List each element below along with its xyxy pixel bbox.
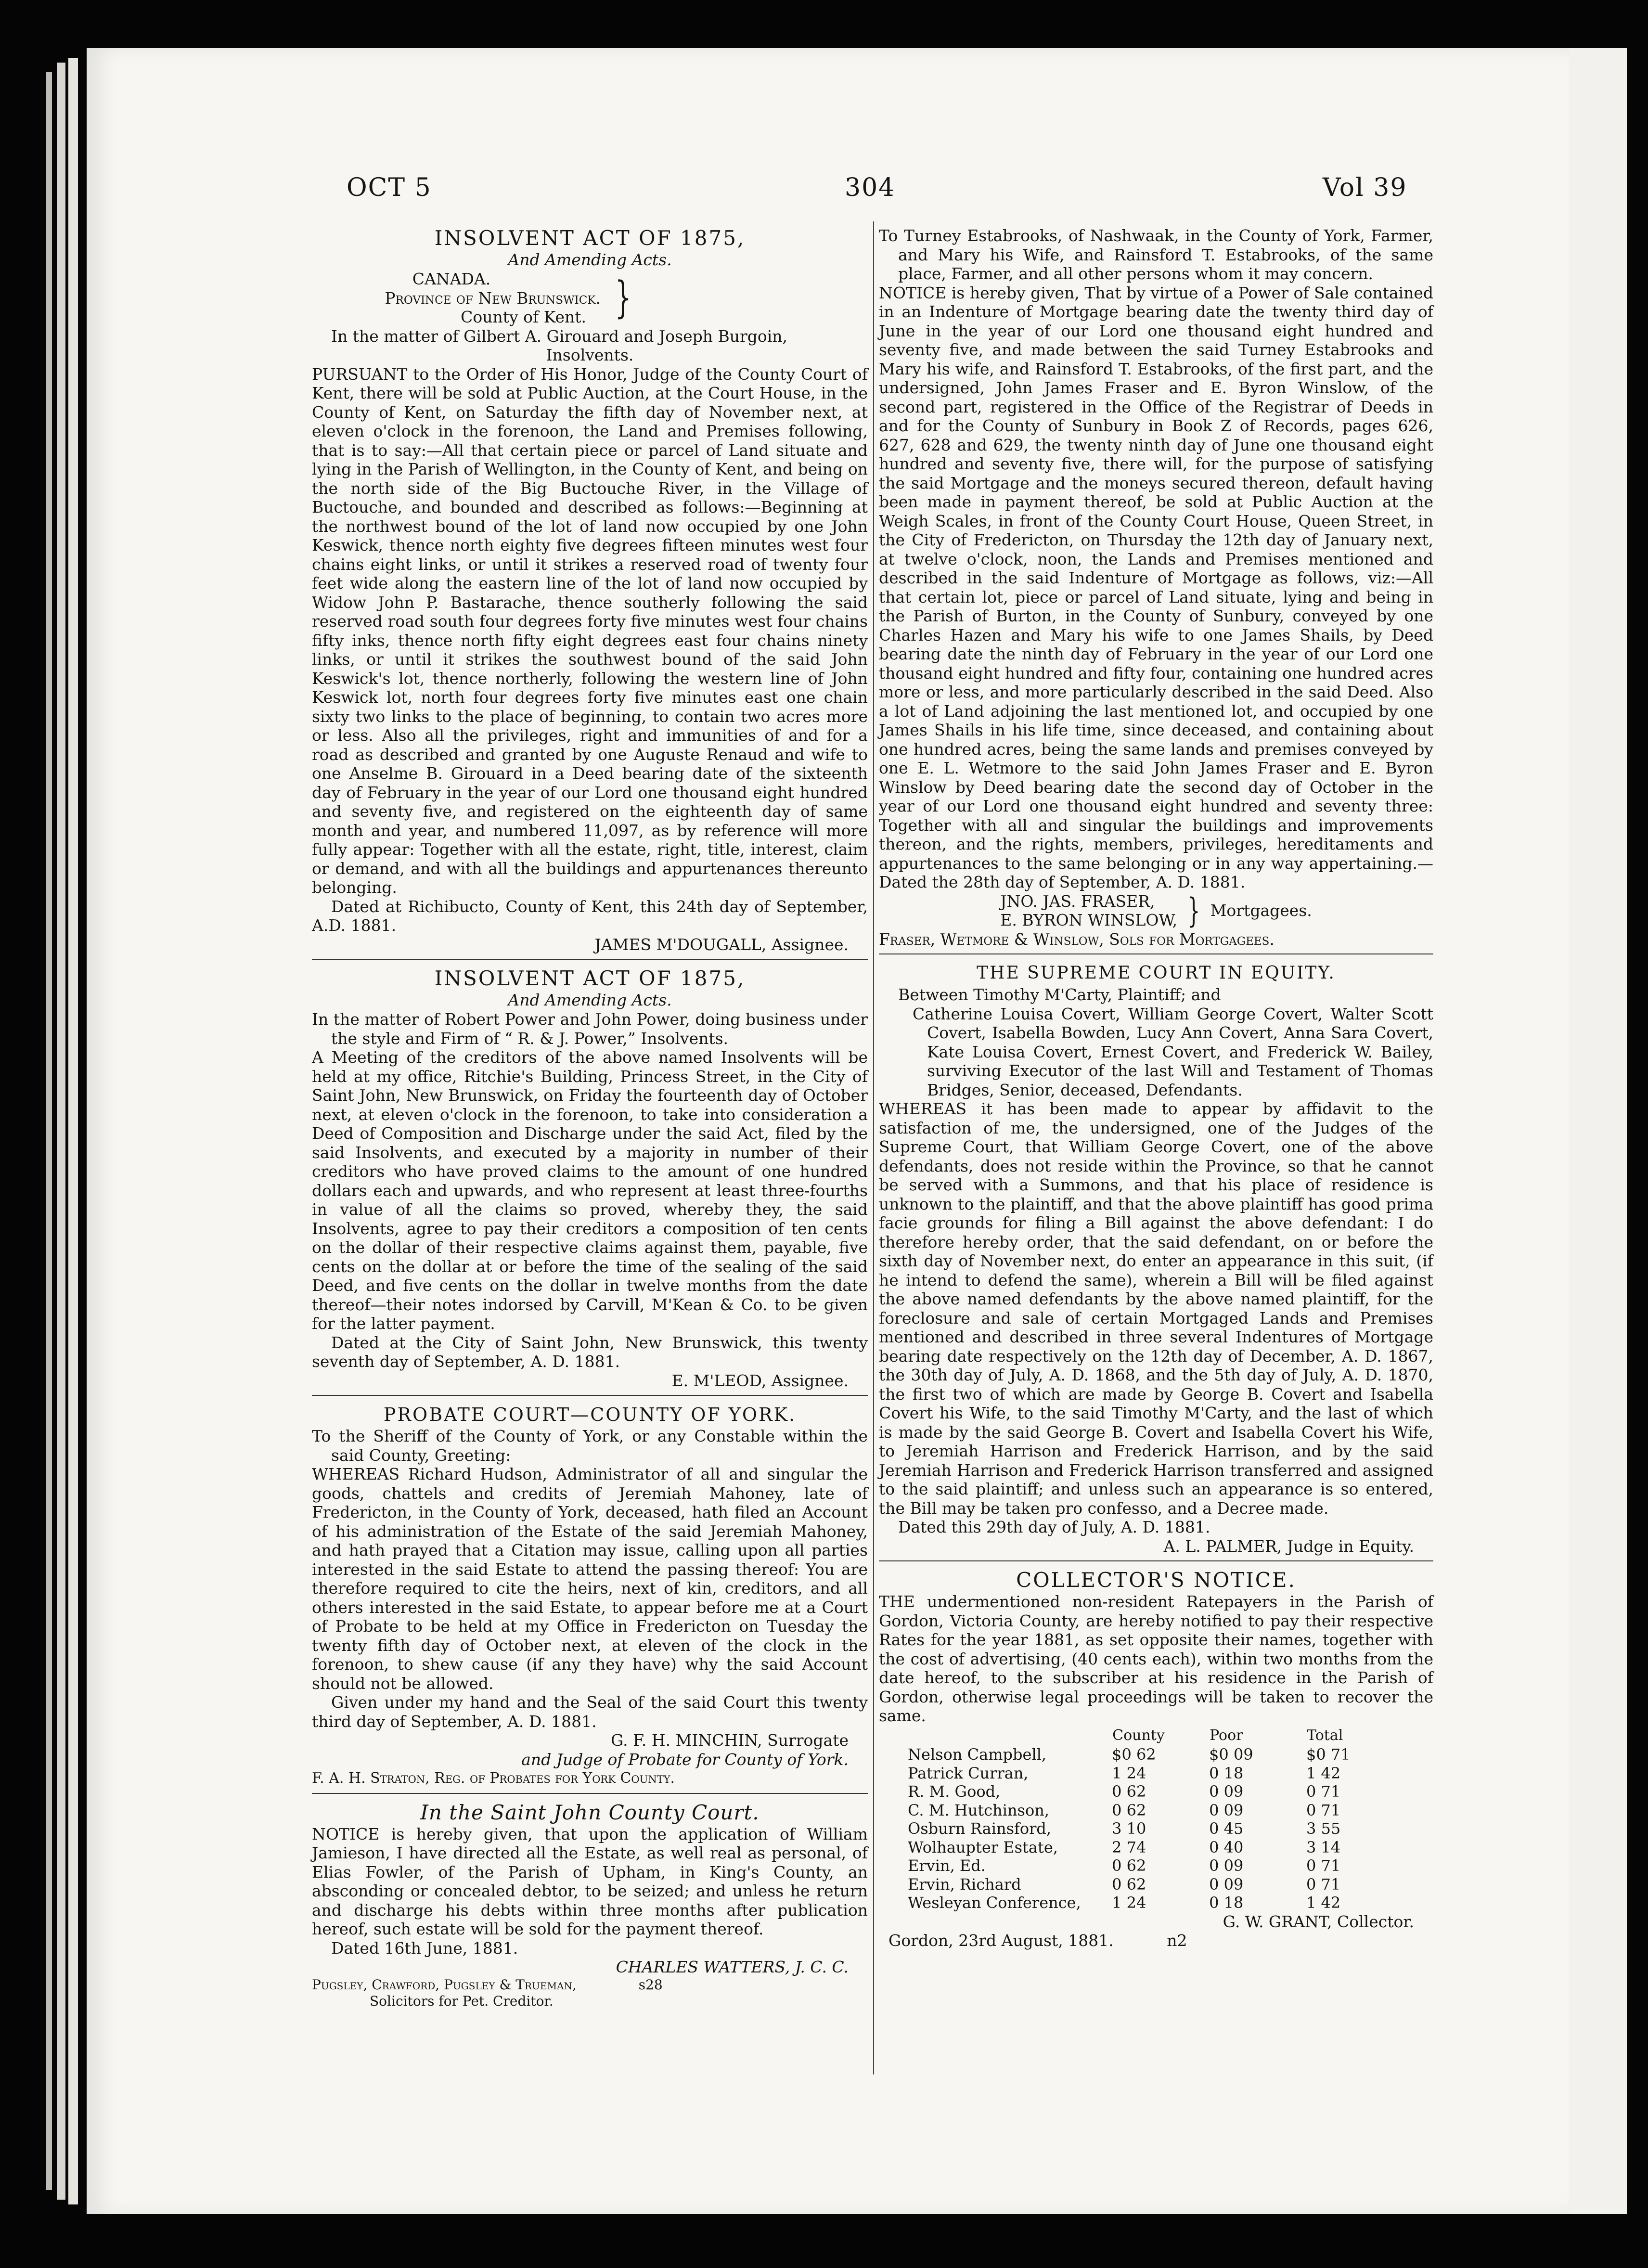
notice-signature-title: and Judge of Probate for County of York. — [521, 1750, 849, 1769]
notice-subtitle: And Amending Acts. — [508, 991, 672, 1009]
notice-body: A Meeting of the creditors of the above named Insolvents will be held at my office, Ritchie's Building, Princess Street, in the City of Saint John, New Brunswick, on Friday the fourteenth day of October next, at eleven o'clock in the forenoon, to take into consideration a Deed of Composition and Discharge under the said Act, filed by the said Insolvents, and executed by a majority in number of their creditors who have proved claims to the amount of one hundred dollars each and upwards, and who represent at least three-fourths in value of all the claims so proved, whereby they, the said Insolvents, agree to pay their creditors a composition of ten cents on the dollar of their respective claims against them, payable, five cents on the dollar at or before the time of the sealing of the said Deed, and five cents on the dollar in twelve months from the date thereof—their notes indorsed by Carvill, M'Kean & Co. to be given for the latter payment. — [312, 1048, 868, 1333]
poor-rate: $0 09 — [1209, 1745, 1253, 1764]
ratepayer-name: Osburn Rainsford, — [908, 1819, 1052, 1838]
brace-glyph: } — [1187, 891, 1200, 930]
rates-table — [908, 1726, 1403, 1912]
table-row — [908, 1819, 1403, 1838]
notice-dated: Gordon, 23rd August, 1881. n2 — [888, 1931, 1187, 1950]
table-row — [908, 1745, 1403, 1764]
table-row — [908, 1894, 1403, 1912]
county-rate: 3 10 — [1112, 1819, 1146, 1838]
left-column — [312, 226, 868, 2010]
divider-rule — [879, 1560, 1433, 1561]
notice-signature: A. L. PALMER, Judge in Equity. — [1163, 1536, 1414, 1556]
divider-rule — [312, 1793, 868, 1794]
header-date: OCT 5 — [347, 173, 432, 202]
ratepayer-name: Patrick Curran, — [908, 1764, 1029, 1782]
poor-rate: 0 40 — [1209, 1838, 1244, 1856]
column-header: Poor — [1210, 1727, 1243, 1744]
notice-body: THE undermentioned non-resident Ratepayers in the Parish of Gordon, Victoria County, are hereby notified to pay their respective Rates for the year 1881, as set opposite their names, together with the cost of advertising, (40 cents each), within two months from the date hereof, to the subscriber at his residence in the Parish of Gordon, otherwise legal proceedings will be taken to recover the same. — [879, 1592, 1433, 1725]
notice-signature: G. F. H. MINCHIN, Surrogate — [610, 1731, 849, 1750]
notice-supreme-court-equity — [879, 961, 1433, 1556]
poor-rate: 0 18 — [1209, 1894, 1244, 1912]
notice-given: Given under my hand and the Seal of the said Court this twenty third day of September, A. D. 1881. — [312, 1693, 868, 1731]
notice-registrar: F. A. H. Straton, Reg. of Probates for York County. — [312, 1770, 675, 1787]
notice-mortgage-sale — [879, 226, 1433, 949]
notice-dated: Dated this 29th day of July, A. D. 1881. — [898, 1518, 1210, 1536]
notice-solicitors-2: Solicitors for Pet. Creditor. — [370, 1993, 554, 2009]
notice-saint-john-county-court — [312, 1801, 868, 2010]
notice-between: Between Timothy M'Carty, Plaintiff; and — [898, 985, 1221, 1004]
poor-rate: 0 09 — [1209, 1801, 1244, 1819]
ratepayer-name: Nelson Campbell, — [908, 1745, 1047, 1764]
total-rate: 3 55 — [1306, 1819, 1341, 1838]
notice-defendants: Catherine Louisa Covert, William George Covert, Walter Scott Covert, Isabella Bowden, Lucy Ann Covert, Anna Sara Covert, Kate Louisa Covert, Ernest Covert, and Frederick W. Bailey, surviving Executor of the last Will and Testament of Thomas Bridges, Senior, deceased, Defendants. — [913, 1004, 1433, 1099]
ratepayer-name: Ervin, Richard — [908, 1875, 1021, 1894]
notice-title: INSOLVENT ACT OF 1875, — [434, 226, 746, 250]
county-rate: 0 62 — [1112, 1801, 1146, 1819]
notice-address: To the Sheriff of the County of York, or any Constable within the said County, Greeting: — [312, 1427, 868, 1465]
notice-title: INSOLVENT ACT OF 1875, — [434, 966, 746, 990]
notice-title: In the Saint John County Court. — [420, 1800, 760, 1824]
ratepayer-name: Wolhaupter Estate, — [908, 1838, 1058, 1856]
notice-signature: E. M'LEOD, Assignee. — [671, 1371, 849, 1390]
matter-line-2: Insolvents. — [546, 346, 634, 364]
mortgagee-name-2: E. BYRON WINSLOW, — [1000, 911, 1178, 929]
poor-rate: 0 18 — [1209, 1764, 1244, 1782]
notice-solicitors: Pugsley, Crawford, Pugsley & Trueman, s28 — [312, 1976, 663, 1993]
mortgagee-name-1: JNO. JAS. FRASER, — [1000, 891, 1155, 911]
county-rate: 1 24 — [1112, 1894, 1146, 1912]
total-rate: 3 14 — [1306, 1838, 1341, 1856]
notice-code: s28 — [638, 1976, 663, 1993]
column-header: Total — [1307, 1727, 1343, 1744]
page-leaf-edge — [57, 63, 65, 2200]
poor-rate: 0 09 — [1209, 1782, 1244, 1801]
divider-rule — [312, 1395, 868, 1396]
notice-body: NOTICE is hereby given, That by virtue of a Power of Sale contained in an Indenture of Mortgage bearing date the twenty third day of June in the year of our Lord one thousand eight hundred and seventy five, and made between the said Turney Estabrooks and Mary his wife, and Rainsford T. Estabrooks, of the first part, and the undersigned, John James Fraser and E. Byron Winslow, of the second part, registered in the Office of the Registrar of Deeds in and for the County of Sunbury in Book Z of Records, pages 626, 627, 628 and 629, the twenty ninth day of June one thousand eight hundred and seventy five, there will, for the purpose of satisfying the said Mortgage and the moneys secured thereon, default having been made in payment thereof, be sold at Public Auction at the Weigh Scales, in front of the County Court House, Queen Street, in the City of Fredericton, on Thursday the 12th day of January next, at twelve o'clock, noon, the Lands and Premises mentioned and described in the said Indenture of Mortgage as follows, viz:—All that certain lot, piece or parcel of Land situate, lying and being in the Parish of Burton, in the County of Sunbury, conveyed by one Charles Hazen and Mary his wife to one James Shails, by Deed bearing date the ninth day of February in the year of our Lord one thousand eight hundred and fifty four, containing one hundred acres more or less, and more particularly described in the said Deed. Also a lot of Land adjoining the last mentioned lot, and occupied by one James Shails in his life time, since deceased, and containing about one hundred acres, being the same lands and premises conveyed by one E. L. Wetmore to the said John James Fraser and E. Byron Winslow by Deed bearing date the second day of October in the year of our Lord one thousand eight hundred and seventy three: Together with all and singular the buildings and improvements thereon, and the rights, members, privileges, hereditaments and appurtenances to the same belonging or in any way appertaining.—Dated the 28th day of September, A. D. 1881. — [879, 283, 1433, 891]
notice-body: NOTICE is hereby given, that upon the application of William Jamieson, I have directed all the Estate, as well real as personal, of Elias Fowler, of the Parish of Upham, in King's County, an absconding or concealed debtor, to be seized; and unless he return and discharge his debts within three months after publication hereof, such estate will be sold for the payment thereof. — [312, 1824, 868, 1938]
poor-rate: 0 09 — [1209, 1875, 1244, 1894]
header-page-number: 304 — [845, 173, 896, 202]
county-rate: 2 74 — [1112, 1838, 1146, 1856]
notice-dated: Dated at Richibucto, County of Kent, this 24th day of September, A.D. 1881. — [312, 897, 868, 935]
jurisdiction-block — [331, 270, 868, 327]
table-row — [908, 1801, 1403, 1820]
ratepayer-name: Ervin, Ed. — [908, 1856, 986, 1875]
notice-signature: CHARLES WATTERS, J. C. C. — [616, 1958, 849, 1976]
notice-subtitle: And Amending Acts. — [508, 250, 672, 269]
notice-dated: Dated at the City of Saint John, New Brunswick, this twenty seventh day of September, A. D. 1881. — [312, 1333, 868, 1371]
header-volume: Vol 39 — [1323, 173, 1407, 202]
notice-insolvent-power — [312, 966, 868, 1390]
matter-line: In the matter of Robert Power and John Power, doing business under the style and Firm of “ R. & J. Power,” Insolvents. — [312, 1010, 868, 1048]
mortgagee-role: Mortgagees. — [1210, 901, 1312, 920]
notice-signature: G. W. GRANT, Collector. — [1223, 1912, 1414, 1931]
total-rate: 0 71 — [1306, 1875, 1341, 1894]
notice-dated: Dated 16th June, 1881. — [331, 1938, 518, 1958]
page-leaf-edge — [46, 72, 52, 2190]
country-label: CANADA. — [412, 270, 491, 288]
notice-body: WHEREAS Richard Hudson, Administrator of all and singular the goods, chattels and credits of Jeremiah Mahoney, late of Fredericton, in the County of York, deceased, hath filed an Account of his administration of the Estate of the said Jeremiah Mahoney, and hath prayed that a Citation may issue, calling upon all parties interested in the said Estate to attend the passing thereof: You are therefore required to cite the heirs, next of kin, creditors, and all others interested in the said Estate, to appear before me at a Court of Probate to be held at my Office in Fredericton on Tuesday the twenty fifth day of October next, at eleven of the clock in the forenoon, to shew cause (if any they have) why the said Account should not be allowed. — [312, 1465, 868, 1693]
poor-rate: 0 45 — [1209, 1819, 1244, 1838]
table-row — [908, 1856, 1403, 1875]
page-margin-right — [1569, 48, 1627, 2214]
notice-body: PURSUANT to the Order of His Honor, Judge of the County Court of Kent, there will be sold at Public Auction, at the Court House, in the County of Kent, on Saturday the fifth day of November next, at eleven o'clock in the forenoon, the Land and Premises following, that is to say:—All that certain piece or parcel of Land situate and lying in the Parish of Wellington, in the County of Kent, and being on the north side of the Big Buctouche River, in the Village of Buctouche, and bounded and described as follows:—Beginning at the northwest bound of the lot of land now occupied by one John Keswick, thence north eighty five degrees fifteen minutes west four chains eight links, or until it strikes a reserved road of twenty four feet wide along the eastern line of the lot of land now occupied by Widow John P. Bastarache, thence southerly following the said reserved road south four degrees forty five minutes west four chains fifty inks, thence north fifty eight degrees east four chains ninety links, or until it strikes the southwest bound of the said John Keswick's lot, thence northerly, following the western line of John Keswick lot, north four degrees forty five minutes east one chain sixty two links to the place of beginning, to contain two acres more or less. Also all the privileges, right and immunities of and for a road as described and granted by one Auguste Renaud and wife to one Anselme B. Girouard in a Deed bearing date of the sixteenth day of February in the year of our Lord one thousand eight hundred and seventy five, and registered on the eighteenth day of same month and year, and numbered 11,097, as by reference will more fully appear: Together with all the estate, right, title, interest, claim or demand, and with all the buildings and appurtenances thereunto belonging. — [312, 364, 868, 897]
total-rate: 0 71 — [1306, 1801, 1341, 1819]
table-row — [908, 1875, 1403, 1894]
divider-rule — [312, 959, 868, 960]
matter-line: In the matter of Gilbert A. Girouard and Joseph Burgoin, — [331, 326, 788, 346]
mortgagee-signatures — [879, 892, 1433, 930]
ratepayer-name: C. M. Hutchinson, — [908, 1801, 1050, 1819]
notice-insolvent-girouard — [312, 226, 868, 954]
notice-title: THE SUPREME COURT IN EQUITY. — [977, 963, 1336, 983]
notice-signature: JAMES M'DOUGALL, Assignee. — [594, 935, 849, 954]
notice-solicitors: Fraser, Wetmore & Winslow, Sols for Mortgagees. — [879, 929, 1275, 949]
county-rate: 0 62 — [1112, 1782, 1146, 1801]
rates-header — [908, 1726, 1403, 1746]
notice-probate-york — [312, 1403, 868, 1788]
total-rate: 1 42 — [1306, 1764, 1341, 1782]
total-rate: $0 71 — [1306, 1745, 1351, 1764]
total-rate: 0 71 — [1306, 1782, 1341, 1801]
page-leaf-edge — [68, 58, 78, 2204]
county-rate: 0 62 — [1112, 1875, 1146, 1894]
total-rate: 1 42 — [1306, 1894, 1341, 1912]
notice-title: PROBATE COURT—COUNTY OF YORK. — [383, 1404, 797, 1425]
total-rate: 0 71 — [1306, 1856, 1341, 1875]
county-rate: 0 62 — [1112, 1856, 1146, 1875]
table-row — [908, 1838, 1403, 1857]
right-column — [879, 226, 1433, 1950]
county-rate: $0 62 — [1112, 1745, 1156, 1764]
notice-code: n2 — [1167, 1931, 1187, 1950]
province-label: Province of New Brunswick. — [385, 288, 601, 308]
brace-glyph: } — [615, 272, 631, 323]
ratepayer-name: R. M. Good, — [908, 1782, 1001, 1801]
table-row — [908, 1764, 1403, 1783]
county-label: County of Kent. — [461, 308, 586, 326]
notice-intro: To Turney Estabrooks, of Nashwaak, in the County of York, Farmer, and Mary his Wife, and Rainsford T. Estabrooks, of the same place, Farmer, and all other persons whom it may concern. — [879, 226, 1433, 283]
poor-rate: 0 09 — [1209, 1856, 1244, 1875]
county-rate: 1 24 — [1112, 1764, 1146, 1782]
table-row — [908, 1782, 1403, 1801]
notice-title: COLLECTOR'S NOTICE. — [1016, 1568, 1296, 1592]
notice-body: WHEREAS it has been made to appear by affidavit to the satisfaction of me, the undersigned, one of the Judges of the Supreme Court, that William George Covert, one of the above defendants, does not reside within the Province, so that he cannot be served with a Summons, and that his place of residence is unknown to the plaintiff, and that the above plaintiff has good prima facie grounds for filing a Bill against the above defendant: I do therefore hereby order, that the said defendant, on or before the sixth day of November next, do enter an appearance in this suit, (if he intend to defend the same), wherein a Bill will be filed against the above named defendants by the above named plaintiff, for the foreclosure and sale of certain Mortgaged Lands and Premises mentioned and described in three several Indentures of Mortgage bearing date respectively on the 12th day of December, A. D. 1867, the 30th day of July, A. D. 1868, and the 5th day of July, A. D. 1870, the first two of which are made by George B. Covert and Isabella Covert his Wife, to the said Timothy M'Carty, and the last of which is made by the said George B. Covert and Isabella Covert his Wife, to Jeremiah Harrison and Frederick Harrison, and by the said Jeremiah Harrison and Frederick Harrison transferred and assigned to the said plaintiff; and unless such an appearance is so entered, the Bill may be taken pro confesso, and a Decree made. — [879, 1099, 1433, 1518]
ratepayer-name: Wesleyan Conference, — [908, 1894, 1081, 1912]
column-header: County — [1112, 1727, 1165, 1744]
notice-collector — [879, 1568, 1433, 1950]
